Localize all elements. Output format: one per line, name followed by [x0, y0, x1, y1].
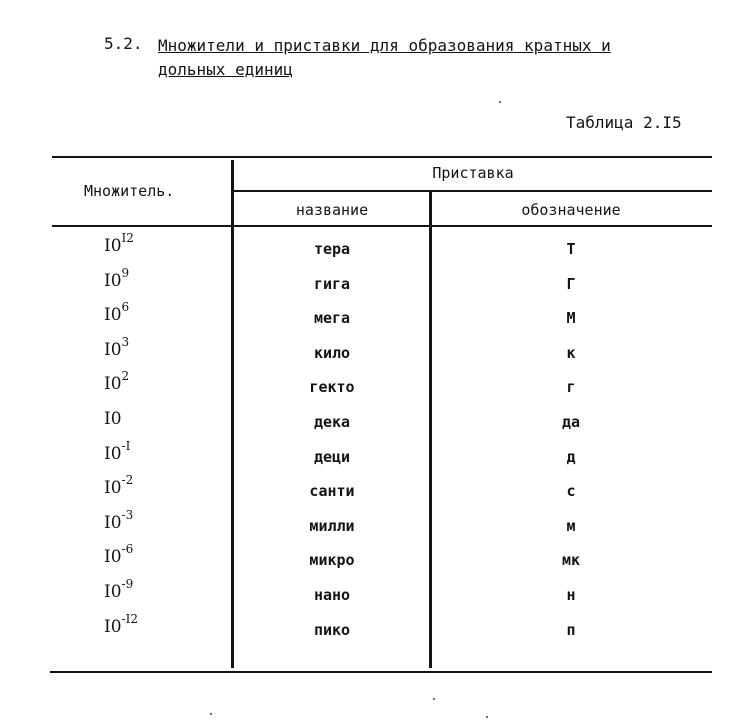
prefix-name-cell: санти — [309, 482, 355, 500]
prefix-symbol-cell: п — [566, 621, 576, 639]
multiplier-cell — [104, 369, 130, 394]
multiplier-exponent: -6 — [121, 542, 134, 557]
multiplier-exponent: 2 — [121, 369, 130, 384]
multiplier-base: I0 — [104, 617, 122, 637]
multiplier-cell — [104, 508, 134, 533]
multiplier-base: I0 — [104, 547, 122, 567]
prefix-name-cell: пико — [313, 621, 351, 639]
prefix-name-cell: нано — [313, 586, 351, 604]
multiplier-exponent: -3 — [121, 508, 134, 523]
table-top-rule — [52, 156, 712, 158]
multiplier-cell — [104, 439, 131, 464]
prefix-symbol-cell: мк — [561, 551, 581, 569]
prefix-symbol-cell: М — [566, 309, 576, 327]
multiplier-exponent: -2 — [121, 473, 134, 488]
multiplier-base: I0 — [104, 236, 122, 256]
multiplier-base: I0 — [104, 409, 122, 429]
multiplier-exponent: 9 — [121, 266, 130, 281]
multiplier-base: I0 — [104, 271, 122, 291]
column-header-prefix: Приставка — [432, 164, 514, 182]
prefix-symbol-cell: да — [561, 413, 581, 431]
prefix-name-cell: мега — [313, 309, 351, 327]
prefix-symbol-cell: г — [566, 378, 576, 396]
multiplier-base: I0 — [104, 444, 122, 464]
multiplier-cell — [104, 577, 134, 602]
prefix-symbol-cell: м — [566, 517, 576, 535]
multiplier-exponent: -9 — [121, 577, 134, 592]
multiplier-exponent: I2 — [121, 231, 134, 246]
scan-speck — [210, 713, 212, 715]
scan-speck — [499, 101, 501, 103]
multiplier-exponent: -I2 — [121, 612, 138, 627]
multiplier-base: I0 — [104, 478, 122, 498]
prefix-name-cell: кило — [313, 344, 351, 362]
multiplier-base: I0 — [104, 582, 122, 602]
prefix-symbol-cell: н — [566, 586, 576, 604]
scan-speck — [433, 698, 435, 700]
prefix-symbol-cell: к — [566, 344, 576, 362]
multiplier-exponent: -I — [121, 439, 131, 454]
section-heading: Множители и приставки для образования кратных и дольных единиц — [158, 36, 611, 79]
section-number: 5.2. — [104, 34, 143, 53]
multiplier-cell — [104, 335, 130, 360]
multiplier-base: I0 — [104, 305, 122, 325]
multiplier-base: I0 — [104, 340, 122, 360]
prefix-name-cell: деци — [313, 448, 351, 466]
column-header-name: название — [295, 201, 369, 219]
prefix-header-rule — [232, 190, 712, 192]
multiplier-cell — [104, 473, 134, 498]
multiplier-exponent: 6 — [121, 300, 130, 315]
multiplier-cell — [104, 231, 134, 256]
column-header-symbol: обозначение — [521, 201, 621, 219]
prefix-symbol-cell: Т — [566, 240, 576, 258]
prefix-name-cell: гекто — [309, 378, 355, 396]
multiplier-cell — [104, 409, 122, 429]
prefix-symbol-cell: с — [566, 482, 576, 500]
column-header-multiplier: Множитель. — [84, 182, 175, 200]
prefix-name-cell: дека — [313, 413, 351, 431]
prefix-symbol-cell: д — [566, 448, 576, 466]
scan-speck — [486, 716, 488, 718]
multiplier-base: I0 — [104, 513, 122, 533]
multiplier-cell — [104, 542, 134, 567]
multiplier-cell — [104, 300, 130, 325]
multiplier-cell — [104, 266, 130, 291]
prefix-name-cell: милли — [309, 517, 355, 535]
table-bottom-rule — [50, 671, 712, 673]
prefix-name-cell: микро — [309, 551, 355, 569]
multiplier-exponent: 3 — [121, 335, 130, 350]
multiplier-base: I0 — [104, 374, 122, 394]
table-label: Таблица 2.I5 — [566, 113, 682, 132]
prefix-name-cell: гига — [313, 275, 351, 293]
prefix-symbol-cell: Г — [566, 275, 576, 293]
prefix-name-cell: тера — [313, 240, 351, 258]
multiplier-cell — [104, 612, 138, 637]
header-bottom-rule — [52, 225, 712, 227]
